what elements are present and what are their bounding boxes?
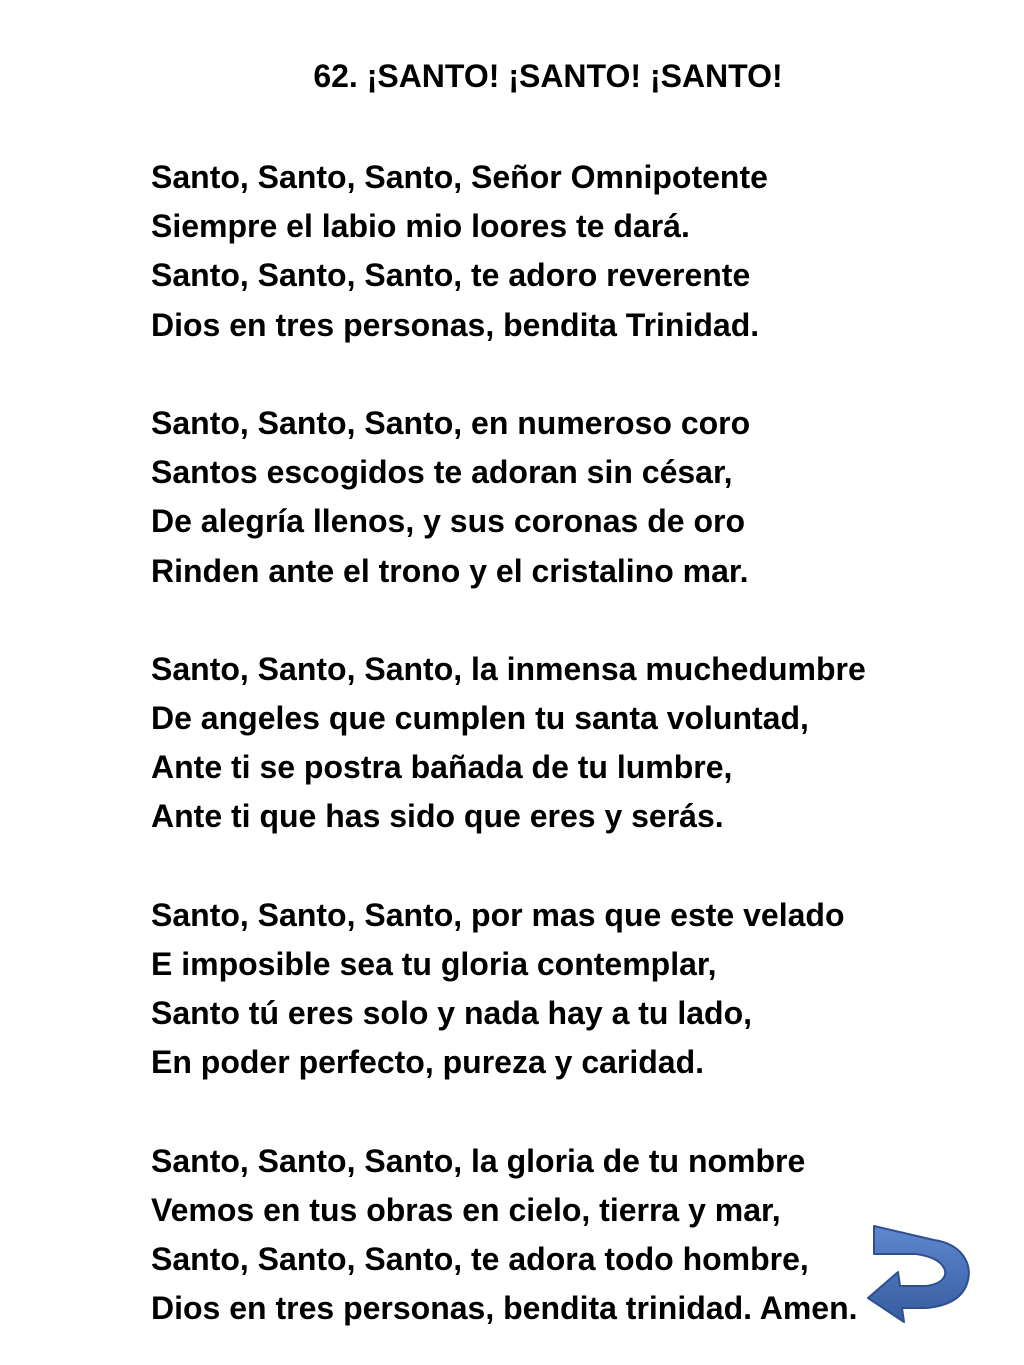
lyric-line: Santo, Santo, Santo, por mas que este velado	[151, 896, 845, 933]
stanza	[151, 645, 866, 842]
lyric-line: De alegría llenos, y sus coronas de oro	[151, 503, 745, 540]
lyric-line: Santo, Santo, Santo, la inmensa muchedumbre	[151, 650, 866, 687]
hymn-lyrics	[151, 153, 866, 1334]
lyric-line: Santo, Santo, Santo, Señor Omnipotente	[151, 159, 768, 195]
stanza	[151, 399, 866, 596]
lyric-line: Siempre el labio mio loores te dará.	[151, 208, 690, 245]
lyric-line: Santo, Santo, Santo, te adora todo hombre,	[151, 1241, 809, 1278]
stanza	[151, 891, 866, 1088]
return-arrow-icon	[864, 1224, 976, 1324]
stanza-spacer	[151, 350, 866, 399]
lyric-line: Santo, Santo, Santo, te adoro reverente	[151, 257, 751, 294]
lyric-line: Santos escogidos te adoran sin césar,	[151, 454, 733, 491]
stanza	[151, 153, 866, 350]
lyric-line: Dios en tres personas, bendita Trinidad.	[151, 306, 760, 343]
lyric-line: Santo, Santo, Santo, en numeroso coro	[151, 404, 751, 441]
hymn-title: 62. ¡SANTO! ¡SANTO! ¡SANTO!	[313, 58, 783, 94]
lyric-line: Santo tú eres solo y nada hay a tu lado,	[151, 995, 753, 1032]
lyric-line: Dios en tres personas, bendita trinidad. Amen.	[151, 1290, 858, 1327]
lyric-line: Vemos en tus obras en cielo, tierra y mar,	[151, 1191, 781, 1228]
back-button[interactable]	[864, 1224, 976, 1324]
stanza-spacer	[151, 842, 866, 891]
lyric-line: E imposible sea tu gloria contemplar,	[151, 946, 717, 982]
lyric-line: Rinden ante el trono y el cristalino mar.	[151, 552, 749, 589]
stanza	[151, 1137, 866, 1334]
lyric-line: Ante ti se postra bañada de tu lumbre,	[151, 749, 733, 786]
stanza-spacer	[151, 596, 866, 645]
lyric-line: De angeles que cumplen tu santa voluntad,	[151, 700, 809, 737]
lyric-line: Ante ti que has sido que eres y serás.	[151, 798, 724, 835]
stanza-spacer	[151, 1088, 866, 1137]
lyric-line: En poder perfecto, pureza y caridad.	[151, 1044, 705, 1081]
lyric-line: Santo, Santo, Santo, la gloria de tu nombre	[151, 1142, 806, 1179]
